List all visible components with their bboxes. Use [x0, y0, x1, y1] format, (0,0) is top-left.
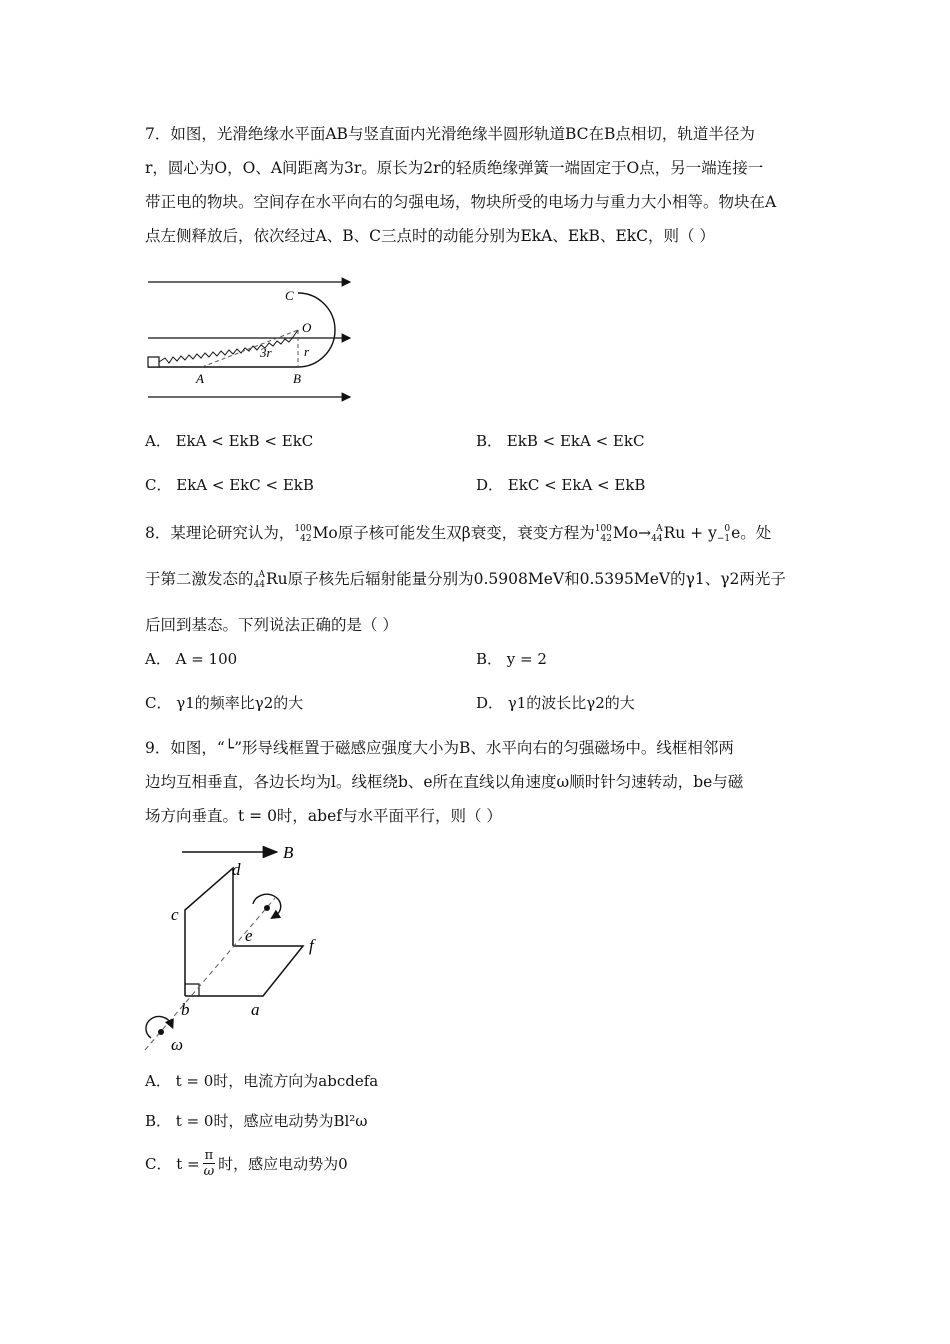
q9-line-2: 边均互相垂直，各边长均为l。线框绕b、e所在直线以角速度ω顺时针匀速转动，be与磁: [145, 773, 744, 791]
frame-horizontal: [185, 946, 303, 996]
label-a: a: [251, 1000, 260, 1019]
label-f: f: [309, 936, 314, 955]
q8-option-d: D． γ1的波长比γ2的大: [476, 694, 635, 712]
q7-line-2: r，圆心为O，O、A间距离为3r。原长为2r的轻质绝缘弹簧一端固定于O点，另一端连接一: [145, 159, 764, 177]
q8-option-c: C． γ1的频率比γ2的大: [145, 694, 304, 712]
q7-line-1: 7．如图，光滑绝缘水平面AB与竖直面内光滑绝缘半圆形轨道BC在B点相切，轨道半径为: [145, 125, 755, 143]
label-3r: 3r: [260, 345, 272, 360]
q8-line-2: 于第二激发态的 A 44Ru原子核先后辐射能量分别为0.5908MeV和0.5395MeV的γ1、γ2两光子: [145, 570, 786, 590]
label-e: e: [245, 926, 253, 945]
q9-option-c: C． t = $\frac{\pi}{\omega}$ 时，感应电动势为0: [145, 1148, 348, 1179]
label-C: C: [285, 288, 294, 303]
q8-option-a: A． A = 100: [145, 650, 238, 668]
q8-stem: [145, 510, 810, 648]
q8-line-3: 后回到基态。下列说法正确的是（ ）: [145, 616, 398, 634]
label-B: B: [293, 371, 301, 386]
q9-line-3: 场方向垂直。t = 0时，abef与水平面平行，则（ ）: [145, 807, 502, 825]
q8-line-1: 8．某理论研究认为，100 42Mo原子核可能发生双β衰变，衰变方程为100 42Mo→ A 44Ru + y 0 −1e。处: [145, 524, 772, 544]
dashed-OA: [202, 330, 298, 367]
q7-figure: [140, 275, 370, 405]
q9-option-a: A． t = 0时，电流方向为abcdefa: [145, 1072, 379, 1090]
label-c: c: [171, 905, 179, 924]
q9-option-b: B． t = 0时，感应电动势为Bl²ω: [145, 1112, 368, 1130]
frame-vertical: [185, 868, 233, 996]
q9-figure: [135, 838, 345, 1058]
q7-option-b: B． EkB < EkA < EkC: [476, 432, 645, 450]
label-d: d: [232, 860, 241, 879]
q7-option-d: D． EkC < EkA < EkB: [476, 476, 646, 494]
fraction: $\frac{\pi}{\omega}$: [203, 1148, 215, 1179]
q7-option-a: A． EkA < EkB < EkC: [145, 432, 314, 450]
label-A: A: [196, 371, 204, 386]
q7-line-4: 点左侧释放后，依次经过A、B、C三点时的动能分别为EkA、EkB、EkC，则（ ）: [145, 227, 715, 245]
q7-stem: [145, 117, 810, 253]
label-B: B: [283, 843, 294, 862]
q9-line-1: 9．如图，“└”形导线框置于磁感应强度大小为B、水平向右的匀强磁场中。线框相邻两: [145, 739, 734, 757]
axis-dot-top: [264, 905, 270, 911]
label-omega: ω: [171, 1035, 184, 1054]
label-r: r: [304, 344, 310, 359]
q7-option-c: C． EkA < EkC < EkB: [145, 476, 314, 494]
label-b: b: [181, 1000, 190, 1019]
charged-block: [148, 357, 159, 367]
spring: [159, 330, 298, 363]
q9-stem: [145, 731, 810, 833]
label-O: O: [302, 320, 312, 335]
q7-line-3: 带正电的物块。空间存在水平向右的匀强电场，物块所受的电场力与重力大小相等。物块在A: [145, 193, 777, 211]
rotation-axis: [145, 898, 275, 1050]
q8-option-b: B． y = 2: [476, 650, 547, 668]
axis-dot-bottom: [158, 1029, 164, 1035]
